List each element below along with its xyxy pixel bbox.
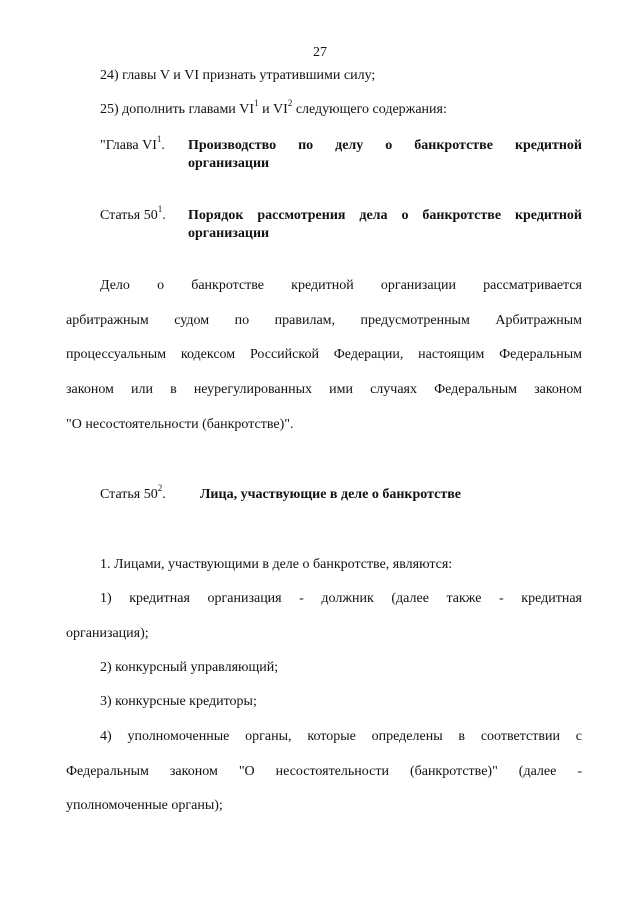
article-50-2-heading xyxy=(100,483,582,506)
item-25-before: 25) дополнить главами VI xyxy=(100,102,255,117)
article-50-2-p2-line1: 1) кредитная организация - должник (далее также - кредитная xyxy=(100,591,582,606)
chapter-label: "Глава $VI^1$. xyxy=(100,134,165,153)
chapter-title xyxy=(188,137,582,173)
article-50-1-body-line2: арбитражным судом по правилам, предусмотренным Арбитражным xyxy=(66,313,582,328)
article-50-1-body-line1: Дело о банкротстве кредитной организации рассматривается xyxy=(100,278,582,293)
item-24: 24) главы V и VI признать утратившими силу; xyxy=(100,68,376,83)
item-25-mid: и VI xyxy=(258,102,288,117)
article-50-2-p5-line2: Федеральным законом "О несостоятельности (банкротстве)" (далее - xyxy=(66,764,582,779)
article-50-1-heading xyxy=(100,204,582,247)
article-50-1-body-line5: "О несостоятельности (банкротстве)". xyxy=(66,417,294,432)
article-50-1-title-line2: организации xyxy=(188,226,270,241)
article-50-2-p5-line3: уполномоченные органы); xyxy=(66,798,223,813)
chapter-title-line1: Производство по делу о банкротстве кредитной xyxy=(188,138,582,153)
item-25-after: следующего содержания: xyxy=(292,102,447,117)
page-number: 27 xyxy=(313,45,327,60)
article-50-2-title: Лица, участвующие в деле о банкротстве xyxy=(200,487,462,502)
item-25 xyxy=(100,98,616,119)
article-50-2-p2-line2: организация); xyxy=(66,626,149,641)
article-50-2-p5-line1: 4) уполномоченные органы, которые определены в соответствии с xyxy=(100,729,582,744)
article-50-1-body-line4: законом или в неурегулированных ими случаях Федеральным законом xyxy=(66,382,582,397)
article-50-2-p1: 1. Лицами, участвующими в деле о банкротстве, являются: xyxy=(100,557,453,572)
article-50-1-label: Статья $50^1$. xyxy=(100,204,166,223)
item-25-sup1: 1 xyxy=(254,98,259,109)
article-50-1-title-line1: Порядок рассмотрения дела о банкротстве кредитной xyxy=(188,208,582,223)
article-50-1-body-line3: процессуальным кодексом Российской Федерации, настоящим Федеральным xyxy=(66,347,582,362)
article-50-2-p4: 3) конкурсные кредиторы; xyxy=(100,694,257,709)
chapter-heading xyxy=(100,134,582,177)
chapter-title-line2: организации xyxy=(188,156,270,171)
item-25-sup2: 2 xyxy=(287,98,293,109)
article-50-1-title xyxy=(188,207,582,243)
article-50-2-p3: 2) конкурсный управляющий; xyxy=(100,660,279,675)
article-50-2-label: Статья $50^2$. xyxy=(100,483,166,502)
